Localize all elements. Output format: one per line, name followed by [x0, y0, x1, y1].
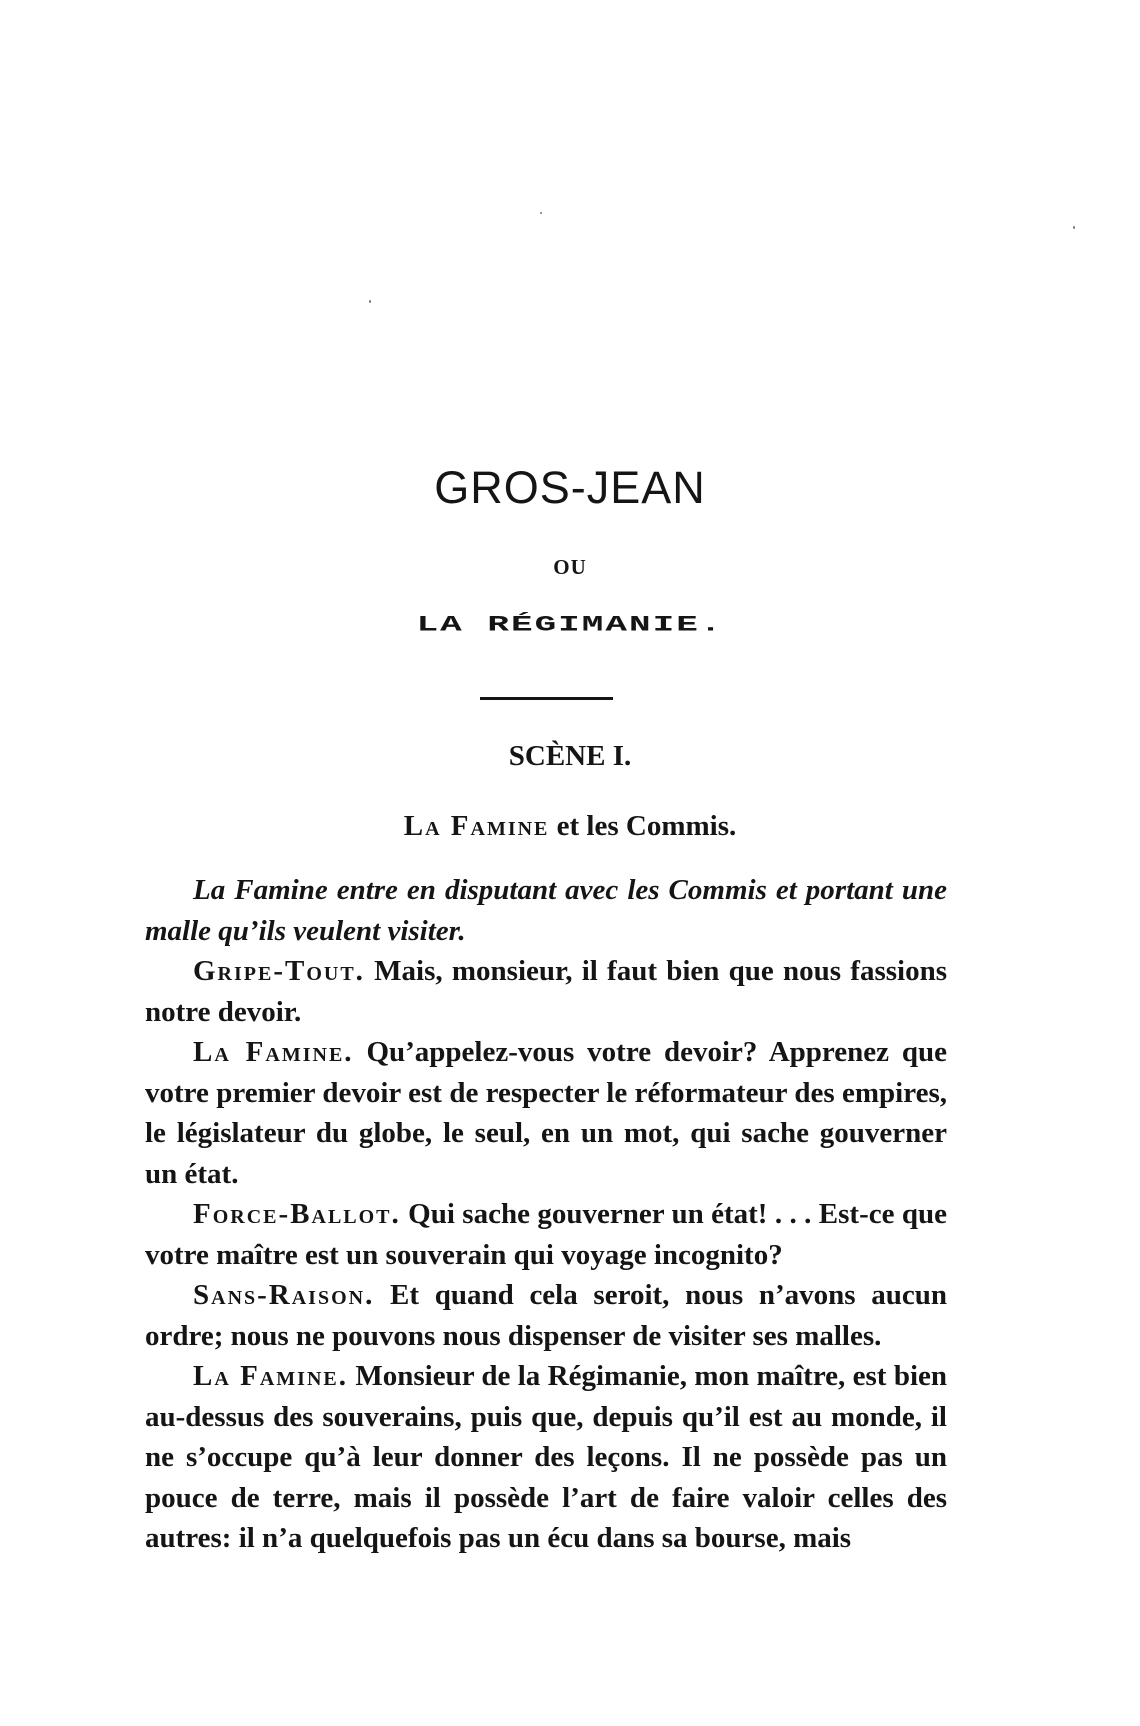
speaker-name: La Famine. [193, 1360, 348, 1392]
title-rule [480, 697, 613, 700]
speaker-name: La Famine. [193, 1036, 354, 1068]
stage-direction: La Famine entre en disputant avec les Commis et portant une malle qu’ils veulent visiter. [145, 874, 947, 947]
dialogue-line [145, 1275, 947, 1356]
speaker-name: Sans-Raison. [193, 1279, 375, 1311]
dialogue-line [145, 1032, 947, 1194]
character-name: La Famine [403, 810, 550, 842]
speaker-name: Gripe-Tout. [193, 955, 365, 987]
dialogue-line [145, 1356, 947, 1559]
play-title: GROS-JEAN [434, 462, 706, 513]
speech-text: Qui sache gouverner un état! . . . Est-ce que votre maître est un souverain qui voyage incognito? [145, 1198, 947, 1271]
scene-heading: SCÈNE I. [508, 740, 632, 772]
scene-characters [0, 810, 1140, 843]
speech-text: Et quand cela seroit, nous n’avons aucun ordre; nous ne pouvons nous dispenser de visiter ses malles. [145, 1279, 947, 1352]
dialogue-line [145, 1194, 947, 1275]
speech-text: Mais, monsieur, il faut bien que nous fassions notre devoir. [145, 955, 947, 1028]
title-connector: OU [553, 555, 587, 579]
print-speck [369, 300, 371, 303]
speaker-name: Force-Ballot. [193, 1198, 401, 1230]
play-subtitle: LA RÉGIMANIE. [416, 612, 724, 638]
scene-text [145, 870, 947, 1559]
characters-rest: et les Commis. [549, 810, 737, 842]
print-speck [1073, 226, 1075, 229]
dialogue-line [145, 951, 947, 1032]
speech-text: Monsieur de la Régimanie, mon maître, est bien au-dessus des souverains, puis que, depuis qu’il est au monde, il ne s’occupe qu’à leur donner des leçons. Il ne possède pas un pouce de terre, mais il possède l’art de faire valoir celles des autres: il n’a quelquefois pas un écu dans sa bourse, mais [145, 1360, 948, 1554]
speech-text: Qu’appelez-vous votre devoir? Apprenez que votre premier devoir est de respecter le réformateur des empires, le législateur du globe, le seul, en un mot, qui sache gouverner un état. [145, 1036, 948, 1190]
print-speck [540, 212, 542, 214]
